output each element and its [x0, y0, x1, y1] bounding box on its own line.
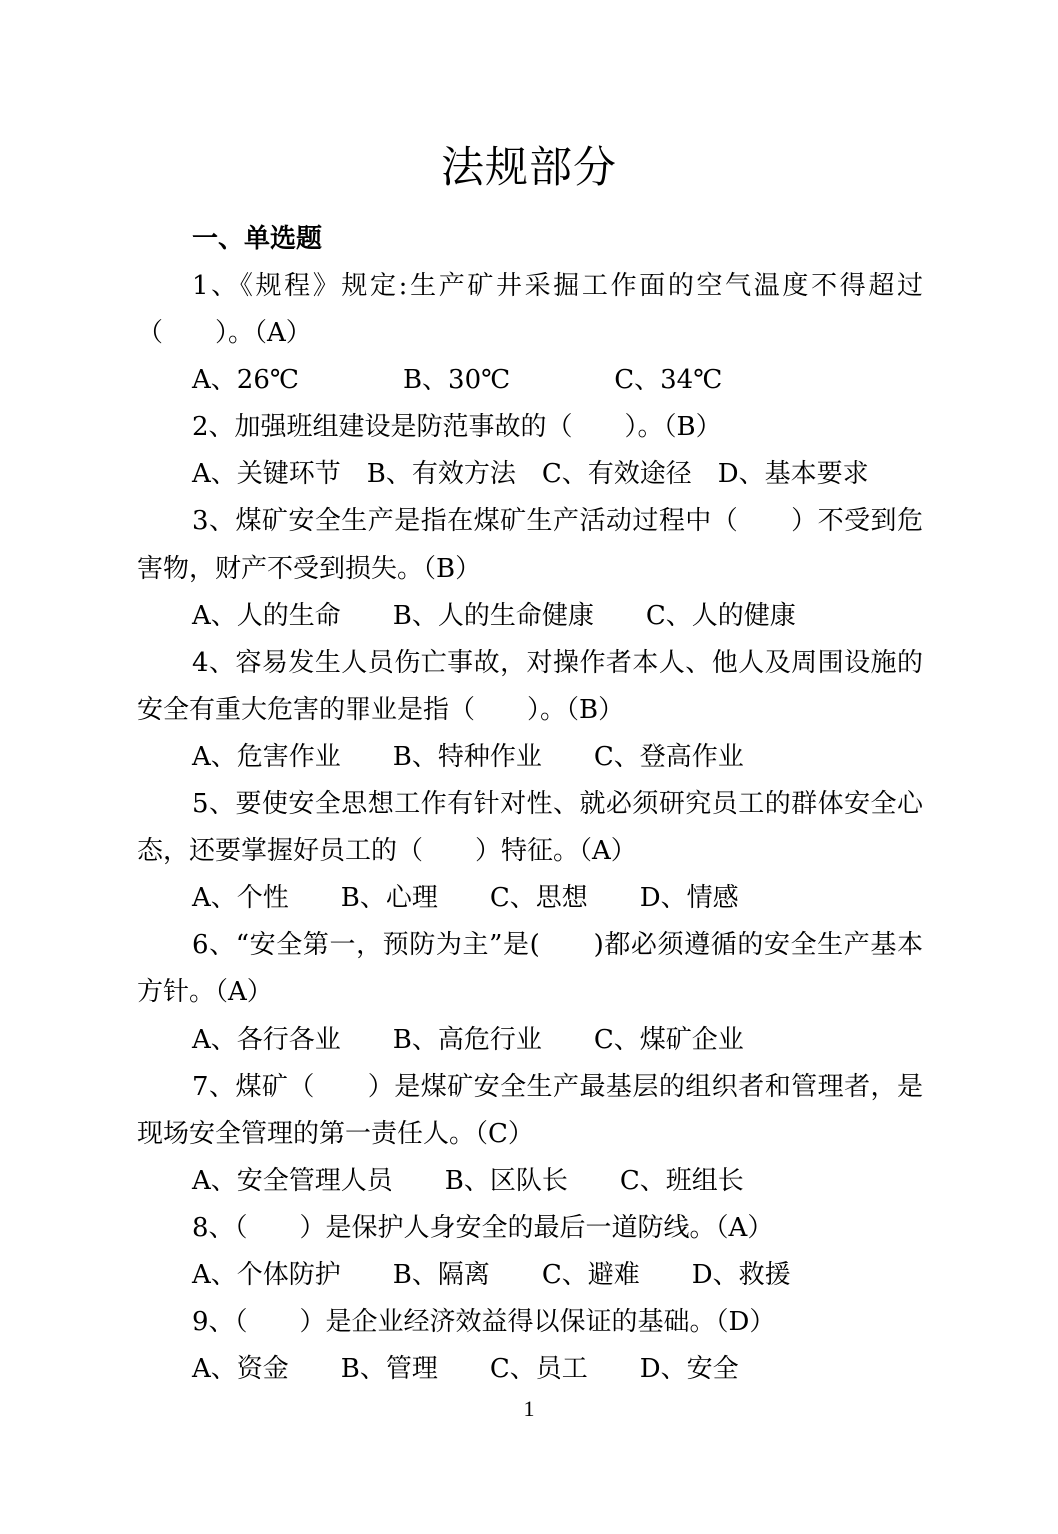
question-1-options: A、26℃ B、30℃ C、34℃: [192, 365, 723, 396]
page-title: 法规部分: [441, 143, 617, 193]
question-2: 2、加强班组建设是防范事故的（ ）。（B）: [192, 412, 722, 443]
question-1: 1、《规程》规定:生产矿井采掘工作面的空气温度不得超过（ ）。（A）: [137, 271, 923, 349]
question-7: 7、煤矿（ ）是煤矿安全生产最基层的组织者和管理者，是现场安全管理的第一责任人。（C）: [137, 1071, 923, 1149]
question-6: 6、“安全第一，预防为主”是( )都必须遵循的安全生产基本方针。（A）: [137, 930, 923, 1008]
question-3: 3、煤矿安全生产是指在煤矿生产活动过程中（ ）不受到危害物，财产不受到损失。（B）: [137, 506, 923, 584]
question-4-options: A、危害作业 B、特种作业 C、登高作业: [192, 741, 744, 772]
question-5-options: A、个性 B、心理 C、思想 D、情感: [192, 883, 739, 914]
question-9-options: A、资金 B、管理 C、员工 D、安全: [192, 1354, 739, 1385]
question-6-options: A、各行各业 B、高危行业 C、煤矿企业: [192, 1024, 744, 1055]
question-7-options: A、安全管理人员 B、区队长 C、班组长: [192, 1165, 744, 1196]
question-list: [137, 263, 923, 1393]
section-heading: 一、单选题: [192, 224, 323, 254]
question-9: 9、（ ）是企业经济效益得以保证的基础。（D）: [192, 1307, 776, 1338]
question-8-options: A、个体防护 B、隔离 C、避难 D、救援: [192, 1259, 791, 1290]
question-3-options: A、人的生命 B、人的生命健康 C、人的健康: [192, 600, 796, 631]
page-number: 1: [523, 1396, 535, 1421]
question-4: 4、容易发生人员伤亡事故，对操作者本人、他人及周围设施的安全有重大危害的罪业是指（ ）。（B）: [137, 647, 923, 725]
question-5: 5、要使安全思想工作有针对性、就必须研究员工的群体安全心态，还要掌握好员工的（ ）特征。（A）: [137, 789, 923, 867]
question-2-options: A、关键环节 B、有效方法 C、有效途径 D、基本要求: [192, 459, 869, 490]
question-8: 8、（ ）是保护人身安全的最后一道防线。（A）: [192, 1212, 774, 1243]
